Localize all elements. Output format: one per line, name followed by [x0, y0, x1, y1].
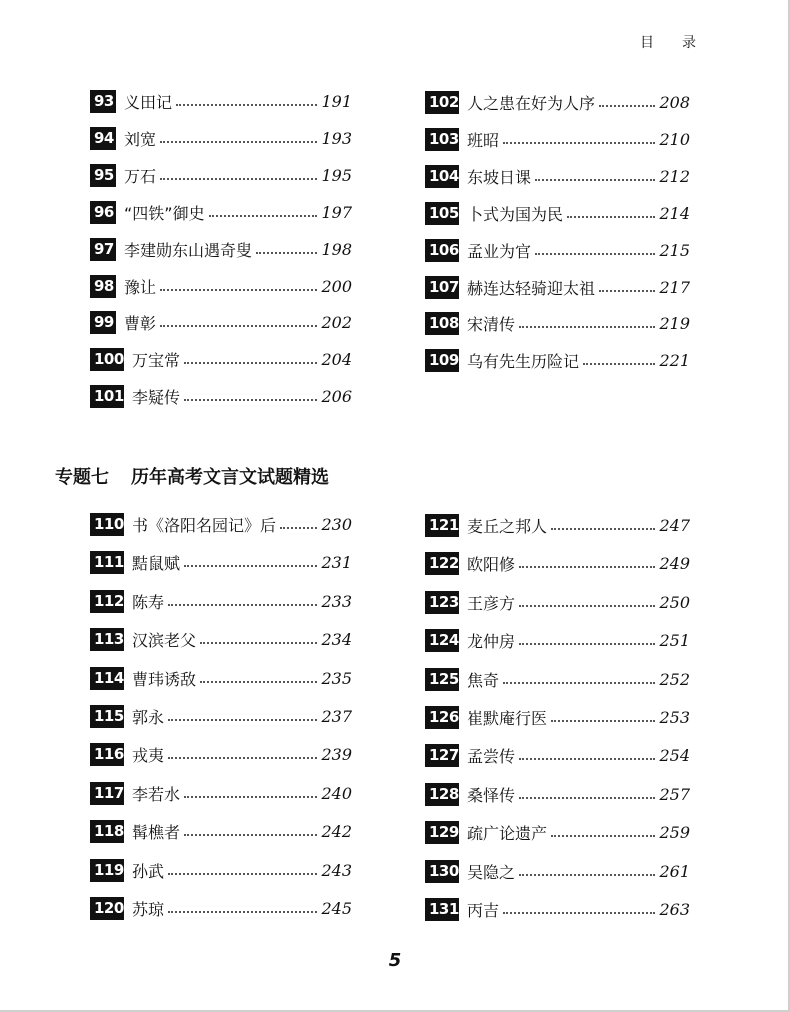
dot-leader — [184, 565, 317, 567]
dot-leader — [519, 326, 655, 328]
entry-page-number: 212 — [659, 166, 690, 186]
entry-title: 宋清传 — [467, 314, 516, 334]
entry-title: 麦丘之邦人 — [467, 516, 548, 536]
entry-title: 东坡日课 — [467, 167, 532, 187]
dot-leader — [599, 290, 655, 292]
entry-title: 崔默庵行医 — [467, 708, 548, 728]
toc-entry[interactable] — [90, 309, 352, 335]
toc-entry[interactable] — [90, 665, 352, 691]
dot-leader — [551, 528, 655, 530]
entry-title: 万石 — [124, 166, 157, 186]
toc-entry[interactable] — [425, 237, 690, 263]
dot-leader — [176, 104, 317, 106]
entry-number-badge: 117 — [90, 782, 124, 805]
toc-entry[interactable] — [90, 88, 352, 114]
dot-leader — [519, 874, 655, 876]
toc-entry[interactable] — [90, 818, 352, 844]
entry-number-badge: 98 — [90, 275, 116, 298]
entry-number-badge: 107 — [425, 276, 459, 299]
entry-number-badge: 130 — [425, 860, 459, 883]
entry-number-badge: 100 — [90, 348, 124, 371]
entry-title: 龙仲房 — [467, 631, 516, 651]
entry-page-number: 206 — [321, 386, 352, 406]
dot-leader — [535, 179, 655, 181]
entry-title: 卜式为国为民 — [467, 204, 564, 224]
entry-title: 曹玮诱敌 — [132, 669, 197, 689]
dot-leader — [503, 912, 655, 914]
entry-title: 曹彰 — [124, 313, 157, 333]
dot-leader — [583, 363, 655, 365]
entry-title: 丙吉 — [467, 900, 500, 920]
entry-number-badge: 93 — [90, 90, 116, 113]
entry-number-badge: 106 — [425, 239, 459, 262]
section-title: 历年高考文言文试题精选 — [131, 467, 329, 488]
toc-entry[interactable] — [425, 163, 690, 189]
dot-leader — [160, 289, 317, 291]
entry-title: 书《洛阳名园记》后 — [132, 515, 277, 535]
header-char-1: 目 — [640, 35, 654, 51]
dot-leader — [168, 911, 317, 913]
entry-number-badge: 102 — [425, 91, 459, 114]
entry-page-number: 245 — [321, 898, 352, 918]
entry-page-number: 231 — [321, 552, 352, 572]
entry-page-number: 234 — [321, 629, 352, 649]
page-number: 5 — [388, 950, 402, 971]
entry-page-number: 217 — [659, 277, 690, 297]
entry-page-number: 195 — [321, 165, 352, 185]
toc-entry[interactable] — [425, 89, 690, 115]
entry-page-number: 221 — [659, 350, 690, 370]
entry-page-number: 230 — [321, 514, 352, 534]
toc-entry[interactable] — [90, 588, 352, 614]
dot-leader — [567, 216, 655, 218]
entry-number-badge: 103 — [425, 128, 459, 151]
entry-page-number: 198 — [321, 239, 352, 259]
dot-leader — [503, 142, 655, 144]
entry-title: 孙武 — [132, 861, 165, 881]
entry-title: 人之患在好为人序 — [467, 93, 596, 113]
entry-number-badge: 108 — [425, 312, 459, 335]
dot-leader — [519, 758, 655, 760]
toc-entry[interactable] — [425, 742, 690, 768]
entry-page-number: 239 — [321, 744, 352, 764]
entry-page-number: 193 — [321, 128, 352, 148]
entry-page-number: 233 — [321, 591, 352, 611]
entry-page-number: 247 — [659, 515, 690, 535]
entry-page-number: 263 — [659, 899, 690, 919]
toc-entry[interactable] — [425, 666, 690, 692]
dot-leader — [160, 141, 317, 143]
entry-number-badge: 121 — [425, 514, 459, 537]
entry-page-number: 219 — [659, 313, 690, 333]
entry-title: 欧阳修 — [467, 554, 516, 574]
entry-number-badge: 110 — [90, 513, 124, 536]
toc-entry[interactable] — [90, 549, 352, 575]
entry-page-number: 204 — [321, 349, 352, 369]
entry-page-number: 200 — [321, 276, 352, 296]
toc-entry[interactable] — [425, 627, 690, 653]
entry-number-badge: 111 — [90, 551, 124, 574]
dot-leader — [184, 796, 317, 798]
entry-number-badge: 115 — [90, 705, 124, 728]
entry-page-number: 235 — [321, 668, 352, 688]
entry-number-badge: 116 — [90, 743, 124, 766]
entry-number-badge: 129 — [425, 821, 459, 844]
entry-number-badge: 127 — [425, 744, 459, 767]
entry-number-badge: 109 — [425, 349, 459, 372]
entry-number-badge: 112 — [90, 590, 124, 613]
header-char-2: 录 — [682, 35, 696, 51]
entry-title: 李建勋东山遇奇叟 — [124, 240, 253, 260]
toc-entry[interactable] — [425, 200, 690, 226]
entry-title: 义田记 — [124, 92, 173, 112]
dot-leader — [184, 399, 317, 401]
entry-title: 万宝常 — [132, 350, 181, 370]
dot-leader — [200, 681, 317, 683]
toc-entry[interactable] — [425, 347, 690, 373]
dot-leader — [551, 720, 655, 722]
toc-entry[interactable] — [90, 741, 352, 767]
toc-entry[interactable] — [425, 550, 690, 576]
section-label: 专题七 — [55, 467, 109, 488]
entry-number-badge: 101 — [90, 385, 124, 408]
toc-entry[interactable] — [425, 704, 690, 730]
entry-title: 黠鼠赋 — [132, 553, 181, 573]
entry-title: 吴隐之 — [467, 862, 516, 882]
entry-number-badge: 114 — [90, 667, 124, 690]
entry-page-number: 253 — [659, 707, 690, 727]
entry-number-badge: 113 — [90, 628, 124, 651]
dot-leader — [503, 682, 655, 684]
dot-leader — [200, 642, 317, 644]
entry-number-badge: 120 — [90, 897, 124, 920]
dot-leader — [280, 527, 317, 529]
toc-entry[interactable] — [425, 589, 690, 615]
dot-leader — [519, 566, 655, 568]
dot-leader — [168, 719, 317, 721]
entry-title: 郭永 — [132, 707, 165, 727]
entry-page-number: 249 — [659, 553, 690, 573]
dot-leader — [184, 834, 317, 836]
toc-entry[interactable] — [425, 310, 690, 336]
entry-title: 孟尝传 — [467, 746, 516, 766]
toc-entry[interactable] — [90, 346, 352, 372]
toc-entry[interactable] — [425, 512, 690, 538]
entry-number-badge: 125 — [425, 668, 459, 691]
entry-number-badge: 126 — [425, 706, 459, 729]
toc-entry[interactable] — [425, 858, 690, 884]
toc-entry[interactable] — [425, 274, 690, 300]
entry-title: 苏琼 — [132, 899, 165, 919]
entry-page-number: 254 — [659, 745, 690, 765]
entry-title: 桑怿传 — [467, 785, 516, 805]
entry-page-number: 243 — [321, 860, 352, 880]
entry-title: “四铁”御史 — [124, 203, 205, 223]
entry-number-badge: 105 — [425, 202, 459, 225]
entry-title: 豫让 — [124, 277, 157, 297]
dot-leader — [184, 362, 317, 364]
entry-number-badge: 122 — [425, 552, 459, 575]
entry-number-badge: 118 — [90, 820, 124, 843]
dot-leader — [519, 643, 655, 645]
entry-title: 王彦方 — [467, 593, 516, 613]
entry-number-badge: 128 — [425, 783, 459, 806]
dot-leader — [551, 835, 655, 837]
entry-number-badge: 97 — [90, 238, 116, 261]
entry-page-number: 208 — [659, 92, 690, 112]
entry-title: 汉滨老父 — [132, 630, 197, 650]
entry-title: 班昭 — [467, 130, 500, 150]
dot-leader — [160, 178, 317, 180]
dot-leader — [535, 253, 655, 255]
toc-entry[interactable] — [425, 126, 690, 152]
toc-entry[interactable] — [90, 273, 352, 299]
toc-entry[interactable] — [90, 511, 352, 537]
entry-page-number: 237 — [321, 706, 352, 726]
entry-page-number: 202 — [321, 312, 352, 332]
entry-page-number: 252 — [659, 669, 690, 689]
dot-leader — [519, 605, 655, 607]
toc-entry[interactable] — [90, 383, 352, 409]
entry-page-number: 210 — [659, 129, 690, 149]
entry-page-number: 242 — [321, 821, 352, 841]
entry-number-badge: 123 — [425, 591, 459, 614]
toc-entry[interactable] — [90, 703, 352, 729]
entry-page-number: 197 — [321, 202, 352, 222]
entry-title: 戎夷 — [132, 745, 165, 765]
entry-page-number: 251 — [659, 630, 690, 650]
toc-entry[interactable] — [90, 857, 352, 883]
section-heading — [55, 463, 329, 489]
dot-leader — [599, 105, 655, 107]
entry-title: 髯樵者 — [132, 822, 181, 842]
dot-leader — [168, 873, 317, 875]
entry-title: 李疑传 — [132, 387, 181, 407]
toc-entry[interactable] — [425, 819, 690, 845]
dot-leader — [209, 215, 318, 217]
toc-entry[interactable] — [90, 162, 352, 188]
toc-entry[interactable] — [90, 895, 352, 921]
entry-number-badge: 96 — [90, 201, 116, 224]
toc-entry[interactable] — [90, 125, 352, 151]
entry-page-number: 240 — [321, 783, 352, 803]
entry-title: 孟业为官 — [467, 241, 532, 261]
entry-page-number: 250 — [659, 592, 690, 612]
dot-leader — [168, 757, 317, 759]
dot-leader — [256, 252, 317, 254]
entry-title: 李若水 — [132, 784, 181, 804]
entry-title: 疏广论遗产 — [467, 823, 548, 843]
toc-entry[interactable] — [90, 780, 352, 806]
toc-entry[interactable] — [90, 199, 352, 225]
entry-page-number: 214 — [659, 203, 690, 223]
toc-entry[interactable] — [425, 781, 690, 807]
toc-entry[interactable] — [90, 236, 352, 262]
toc-entry[interactable] — [90, 626, 352, 652]
dot-leader — [160, 325, 317, 327]
entry-number-badge: 124 — [425, 629, 459, 652]
entry-page-number: 257 — [659, 784, 690, 804]
entry-title: 乌有先生历险记 — [467, 351, 580, 371]
running-header — [640, 32, 696, 52]
entry-title: 赫连达轻骑迎太祖 — [467, 278, 596, 298]
dot-leader — [519, 797, 655, 799]
entry-number-badge: 104 — [425, 165, 459, 188]
entry-title: 刘宽 — [124, 129, 157, 149]
entry-number-badge: 95 — [90, 164, 116, 187]
entry-number-badge: 131 — [425, 898, 459, 921]
entry-number-badge: 119 — [90, 859, 124, 882]
entry-title: 焦奇 — [467, 670, 500, 690]
entry-page-number: 191 — [321, 91, 352, 111]
entry-page-number: 215 — [659, 240, 690, 260]
entry-number-badge: 99 — [90, 311, 116, 334]
entry-page-number: 261 — [659, 861, 690, 881]
entry-number-badge: 94 — [90, 127, 116, 150]
entry-title: 陈寿 — [132, 592, 165, 612]
dot-leader — [168, 604, 317, 606]
entry-page-number: 259 — [659, 822, 690, 842]
toc-entry[interactable] — [425, 896, 690, 922]
